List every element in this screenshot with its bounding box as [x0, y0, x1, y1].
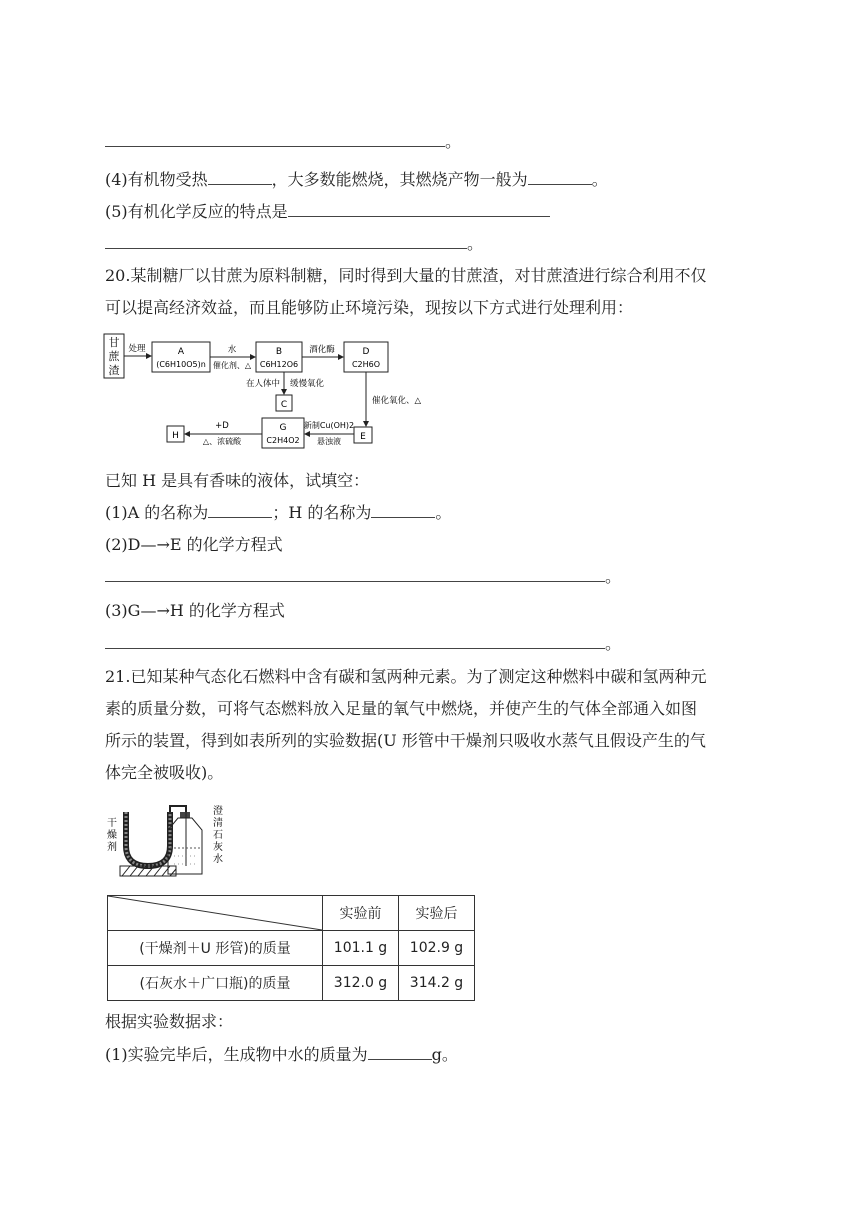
q19-4-text-b: ，大多数能燃烧，其燃烧产物一般为: [271, 170, 528, 189]
liquid-body: [174, 856, 196, 864]
q20-1-text-a: (1)A 的名称为: [105, 503, 209, 522]
limewater-char-1: 澄: [213, 806, 223, 817]
label-cuoh: 新制Cu(OH)2: [303, 421, 355, 430]
q20-1-text-b: ；H 的名称为: [272, 503, 372, 522]
H-name: H: [172, 431, 179, 441]
u-tube-outer: [126, 812, 170, 866]
q21-line4: 体完全被吸收)。: [105, 763, 224, 782]
apparatus-diagram: [104, 800, 244, 878]
G-name: G: [279, 423, 287, 433]
label-slow-ox: 缓慢氧化: [290, 379, 325, 389]
table-corner-cell: [108, 896, 323, 931]
desiccant-char-1: 干: [107, 818, 117, 829]
label-cat-ox: 催化氧化、△: [372, 396, 422, 406]
q19-part-5: [105, 202, 550, 222]
bottle-stopper: [180, 812, 190, 818]
label-heat-acid: △、浓硫酸: [202, 437, 242, 446]
q21-1-text-a: (1)实验完毕后，生成物中水的质量为: [105, 1045, 368, 1064]
E-name: E: [360, 432, 366, 442]
A-name: A: [177, 347, 185, 357]
answer-blank: [105, 234, 467, 249]
answer-blank: [288, 202, 550, 217]
answer-blank: [371, 503, 435, 518]
q20-known: 已知 H 是具有香味的液体，试填空：: [105, 471, 370, 490]
C-name: C: [280, 400, 288, 410]
period: 。: [445, 132, 462, 151]
label-in-body: 在人体中: [245, 379, 280, 389]
value-before: 312.0 g: [323, 966, 399, 1001]
label-treat: 处理: [128, 344, 146, 354]
q21-line2: 素的质量分数，可将气态燃料放入足量的氧气中燃烧，并使产生的气体全部通入如图: [105, 699, 698, 718]
answer-blank: [208, 503, 272, 518]
value-before: 101.1 g: [323, 931, 399, 966]
q20-intro-line1: 20.某制糖厂以甘蔗为原料制糖，同时得到大量的甘蔗渣，对甘蔗渣进行综合利用不仅: [105, 266, 707, 285]
q20-part-3: (3)G—→H 的化学方程式: [105, 601, 285, 620]
desiccant-char-3: 剂: [107, 842, 117, 853]
experiment-data-table: [107, 895, 475, 1001]
G-formula: C2H4O2: [266, 436, 300, 445]
limewater-char-5: 水: [213, 854, 223, 865]
answer-blank: [105, 634, 605, 649]
D-formula: C2H6O: [351, 360, 381, 369]
table-row: [108, 931, 475, 966]
label-plus-d: +D: [215, 421, 229, 431]
value-after: 314.2 g: [399, 966, 475, 1001]
q19-4-text-a: (4)有机物受热: [105, 170, 208, 189]
q19-4-text-c: 。: [591, 170, 608, 189]
limewater-char-2: 清: [213, 818, 223, 829]
q21-ask: 根据实验数据求：: [105, 1012, 234, 1031]
answer-blank: [105, 132, 445, 147]
answer-blank: [368, 1045, 432, 1060]
period: 。: [467, 234, 484, 253]
label-wine-enzyme: 酒化酶: [309, 345, 335, 355]
sugarcane-flowchart: [100, 330, 422, 450]
q21-1-text-b: g。: [431, 1045, 458, 1064]
q19-5-text: (5)有机化学反应的特点是: [105, 202, 288, 221]
limewater-char-3: 石: [213, 830, 223, 841]
q20-part-2-answer: [105, 567, 621, 587]
q19-part-4: [105, 170, 608, 190]
row-label: (石灰水＋广口瓶)的质量: [108, 966, 323, 1001]
q19-answer-line-end: [105, 132, 461, 152]
start-char-3: 渣: [108, 364, 120, 377]
start-char-1: 甘: [108, 336, 120, 349]
D-name: D: [362, 347, 370, 357]
label-cat-heat: 催化剂、△: [212, 361, 252, 370]
header-after: 实验后: [399, 896, 475, 931]
label-suspension: 悬浊液: [317, 437, 341, 446]
A-formula: (C6H10O5)n: [156, 360, 206, 369]
desiccant-char-2: 燥: [107, 830, 117, 841]
B-name: B: [275, 347, 283, 357]
limewater-char-4: 灰: [213, 842, 223, 853]
B-formula: C6H12O6: [259, 360, 299, 369]
q20-part-1: [105, 503, 451, 523]
connecting-tube: [170, 806, 186, 812]
q20-part-2: (2)D—→E 的化学方程式: [105, 535, 283, 554]
q20-intro-line2: 可以提高经济效益，而且能够防止环境污染，现按以下方式进行处理利用：: [105, 298, 634, 317]
row-label: (干燥剂＋U 形管)的质量: [108, 931, 323, 966]
answer-blank: [105, 567, 605, 582]
table-row: [108, 966, 475, 1001]
q19-part-5-line2: [105, 234, 483, 254]
start-char-2: 蔗: [108, 350, 120, 363]
diagonal-line: [108, 896, 322, 930]
table-header-row: [108, 896, 475, 931]
label-water: 水: [227, 345, 237, 355]
q21-line3: 所示的装置，得到如表所列的实验数据(U 形管中干燥剂只吸收水蒸气且假设产生的气: [105, 731, 706, 750]
answer-blank: [528, 170, 592, 185]
answer-blank: [208, 170, 272, 185]
period: 。: [605, 634, 622, 653]
header-before: 实验前: [323, 896, 399, 931]
q20-1-text-c: 。: [435, 503, 452, 522]
q21-part-1: [105, 1045, 458, 1065]
period: 。: [605, 567, 622, 586]
q21-line1: 21.已知某种气态化石燃料中含有碳和氢两种元素。为了测定这种燃料中碳和氢两种元: [105, 667, 707, 686]
value-after: 102.9 g: [399, 931, 475, 966]
q20-part-3-answer: [105, 634, 621, 654]
